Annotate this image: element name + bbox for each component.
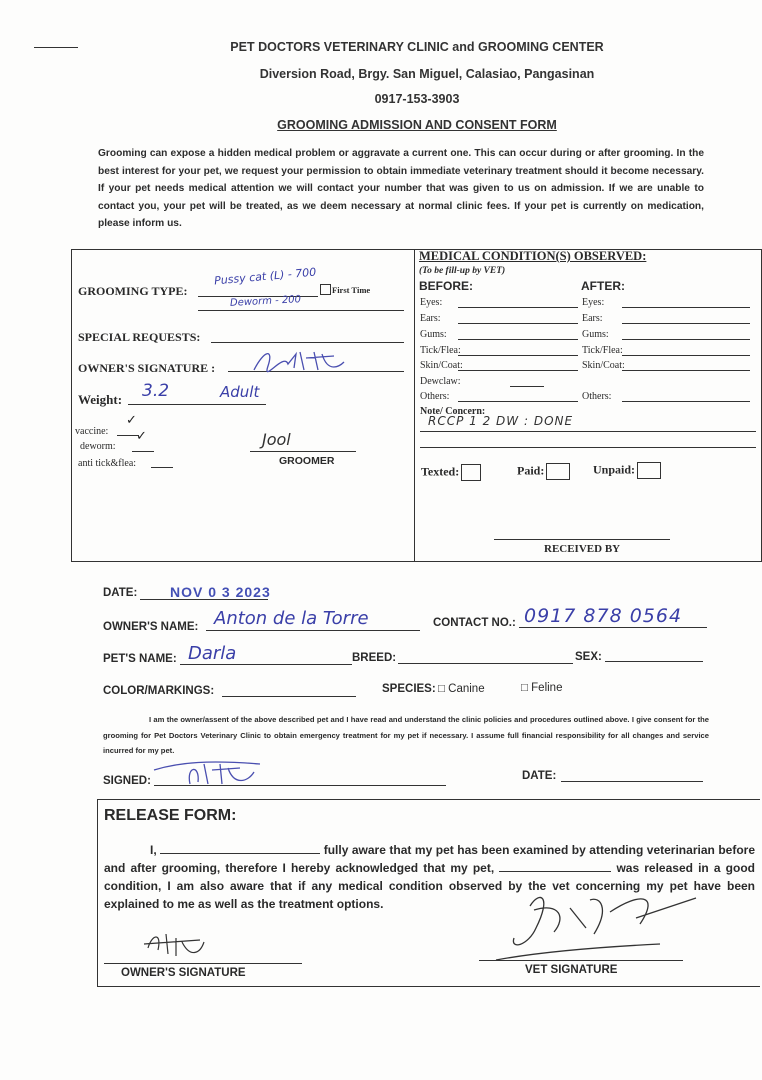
before-field xyxy=(420,376,461,387)
contact-label: CONTACT NO.: xyxy=(433,617,516,629)
grooming-type-label: GROOMING TYPE: xyxy=(78,284,188,298)
intro-paragraph: Grooming can expose a hidden medical problem or aggravate a current one. This can occur during or after grooming. In the best interest for your pet, we request your permission to obtain immediate veterinary treatment should it become necessary. If your pet needs medical attention we will contact your number that was given to us on admission. If we are unable to contact you, your pet will be treated, as we deem necessary at normal clinic fees. If your pet is currently on medication, please inform us. xyxy=(98,148,704,230)
pet-name-label: PET'S NAME: xyxy=(103,653,177,665)
clinic-phone: 0917-153-3903 xyxy=(374,92,460,106)
anti-tick-line xyxy=(151,467,173,468)
vet-signature-scribble xyxy=(490,888,700,968)
owner-signature-scribble xyxy=(244,344,354,378)
before-field-line[interactable] xyxy=(458,355,578,356)
grooming-type-value-2: Deworm - 200 xyxy=(229,294,302,309)
signed-label: SIGNED: xyxy=(103,775,151,787)
release-text-1: I, xyxy=(150,843,157,857)
unpaid-field xyxy=(593,462,661,479)
feline-option[interactable] xyxy=(521,682,562,694)
owner-name-line xyxy=(206,630,420,631)
date-value: NOV 0 3 2023 xyxy=(170,584,271,600)
pet-name-blank[interactable] xyxy=(499,871,611,872)
release-owner-scribble xyxy=(140,928,210,960)
species-label: SPECIES: xyxy=(382,683,436,695)
pet-name-value: Darla xyxy=(188,643,237,664)
after-field-line[interactable] xyxy=(622,355,750,356)
texted-checkbox[interactable] xyxy=(461,464,481,481)
release-text-2: fully aware that my pet has been examined by attending veterinarian before and after grooming, therefore I hereby acknowledged that my pet, xyxy=(104,843,755,875)
unpaid-checkbox[interactable] xyxy=(637,462,661,479)
feline-checkbox[interactable]: □ xyxy=(521,682,528,694)
before-field-line[interactable] xyxy=(458,323,578,324)
after-field-label: Eyes: xyxy=(582,297,605,308)
before-field-line[interactable] xyxy=(458,370,578,371)
received-by-label: RECEIVED BY xyxy=(544,543,621,555)
before-field-line[interactable] xyxy=(458,339,578,340)
before-field xyxy=(420,329,447,340)
before-field-label: Dewclaw: xyxy=(420,376,461,387)
after-field-line[interactable] xyxy=(622,370,750,371)
form-title: GROOMING ADMISSION AND CONSENT FORM xyxy=(277,118,557,132)
before-field xyxy=(420,345,461,356)
after-field xyxy=(582,391,611,402)
vaccine-label: vaccine: xyxy=(75,426,109,437)
breed-line xyxy=(398,663,573,664)
note-line-1 xyxy=(420,431,756,432)
owner-name-value: Anton de la Torre xyxy=(214,608,369,629)
after-field-label: Gums: xyxy=(582,329,609,340)
paid-field xyxy=(517,463,570,480)
before-field-line[interactable] xyxy=(458,307,578,308)
groomer-label: GROOMER xyxy=(279,455,335,467)
after-field-label: Ears: xyxy=(582,313,603,324)
breed-label: BREED: xyxy=(352,652,397,664)
feline-label: Feline xyxy=(531,682,563,694)
consent-date-line xyxy=(561,781,703,782)
after-field-label: Skin/Coat: xyxy=(582,360,625,371)
anti-tick-label: anti tick&flea: xyxy=(78,458,137,469)
signed-scribble xyxy=(150,756,270,790)
weight-value: 3.2 xyxy=(142,381,170,401)
canine-label: Canine xyxy=(448,683,485,695)
weight-line xyxy=(128,404,266,405)
color-line xyxy=(222,696,356,697)
before-field-label: Ears: xyxy=(420,313,441,324)
owner-signature-label: OWNER'S SIGNATURE : xyxy=(78,361,216,375)
date-label: DATE: xyxy=(103,587,138,599)
before-field xyxy=(420,391,449,402)
vet-signature-line xyxy=(479,960,683,961)
deworm-line xyxy=(132,451,154,452)
special-requests-line xyxy=(211,342,404,343)
canine-checkbox[interactable]: □ xyxy=(438,683,445,695)
after-field xyxy=(582,329,609,340)
age-value: Adult xyxy=(220,383,260,401)
before-field xyxy=(420,360,463,371)
consent-date-label: DATE: xyxy=(522,770,557,782)
before-field-line[interactable] xyxy=(510,386,544,387)
vaccine-check: ✓ xyxy=(126,413,137,428)
consent-paragraph: I am the owner/assent of the above described pet and I have read and understand the clinic policies and procedures outlined above. I give consent for the grooming for Pet Doctors Veterinary Clinic to obtain emergency treatment for my pet if necessary. I assume full financial responsibility for all changes and service incurred for my pet. xyxy=(103,715,709,755)
release-owner-signature-label: OWNER'S SIGNATURE xyxy=(121,967,246,979)
pet-name-line xyxy=(180,664,352,665)
texted-label: Texted: xyxy=(421,464,460,479)
before-field-line[interactable] xyxy=(458,401,578,402)
before-field-label: Skin/Coat: xyxy=(420,360,463,371)
after-field-line[interactable] xyxy=(622,339,750,340)
unpaid-label: Unpaid: xyxy=(593,462,636,477)
canine-option[interactable] xyxy=(438,683,485,695)
before-field-label: Eyes: xyxy=(420,297,443,308)
medical-subtitle: (To be fill-up by VET) xyxy=(419,266,506,276)
paid-label: Paid: xyxy=(517,463,545,478)
release-text-3: was released in a good condition, I am also aware that if any medical condition observed by the vet concerning my pet have been explained to me as well as the treatment options. xyxy=(104,861,755,911)
owner-name-label: OWNER'S NAME: xyxy=(103,621,199,633)
first-time-checkbox[interactable] xyxy=(320,284,331,295)
after-field xyxy=(582,313,603,324)
grooming-type-line-2 xyxy=(198,310,404,311)
vet-signature-label: VET SIGNATURE xyxy=(525,964,618,976)
groomer-name: Jool xyxy=(262,430,291,449)
groomer-line xyxy=(250,451,356,452)
sex-line xyxy=(605,661,703,662)
release-title: RELEASE FORM: xyxy=(104,807,237,824)
contact-value: 0917 878 0564 xyxy=(524,605,683,627)
after-field xyxy=(582,360,625,371)
deworm-check: ✓ xyxy=(136,429,147,444)
before-field xyxy=(420,297,442,308)
received-by-line xyxy=(494,539,670,540)
before-field-label: Others: xyxy=(420,391,450,402)
owner-name-blank[interactable] xyxy=(160,853,320,854)
first-time-label: First Time xyxy=(332,285,371,295)
after-field-label: Others: xyxy=(582,391,612,402)
texted-field xyxy=(421,464,481,481)
after-field-line[interactable] xyxy=(622,323,750,324)
clinic-address: Diversion Road, Brgy. San Miguel, Calasiao, Pangasinan xyxy=(259,67,595,81)
after-field-line[interactable] xyxy=(622,401,750,402)
contact-line xyxy=(519,627,707,628)
grooming-type-value-1: Pussy cat (L) - 700 xyxy=(213,265,317,288)
deworm-label: deworm: xyxy=(80,441,116,452)
after-field-line[interactable] xyxy=(622,307,750,308)
before-label: BEFORE: xyxy=(419,279,473,293)
before-field-label: Tick/Flea: xyxy=(420,345,461,356)
note-value: RCCP 1 2 DW : DONE xyxy=(428,414,574,428)
note-line-2 xyxy=(420,447,756,448)
weight-label: Weight: xyxy=(78,392,123,407)
note-label: Note/ Concern: xyxy=(420,406,486,417)
paid-checkbox[interactable] xyxy=(546,463,570,480)
after-label: AFTER: xyxy=(581,279,625,293)
sex-label: SEX: xyxy=(575,651,602,663)
release-owner-line xyxy=(104,963,302,964)
color-label: COLOR/MARKINGS: xyxy=(103,685,215,697)
medical-title: MEDICAL CONDITION(S) OBSERVED: xyxy=(419,249,647,263)
before-field-label: Gums: xyxy=(420,329,447,340)
after-field-label: Tick/Flea: xyxy=(582,345,623,356)
clinic-name: PET DOCTORS VETERINARY CLINIC and GROOMING CENTER xyxy=(230,40,604,54)
after-field xyxy=(582,345,623,356)
before-field xyxy=(420,313,441,324)
after-field xyxy=(582,297,604,308)
special-requests-label: SPECIAL REQUESTS: xyxy=(78,330,201,344)
